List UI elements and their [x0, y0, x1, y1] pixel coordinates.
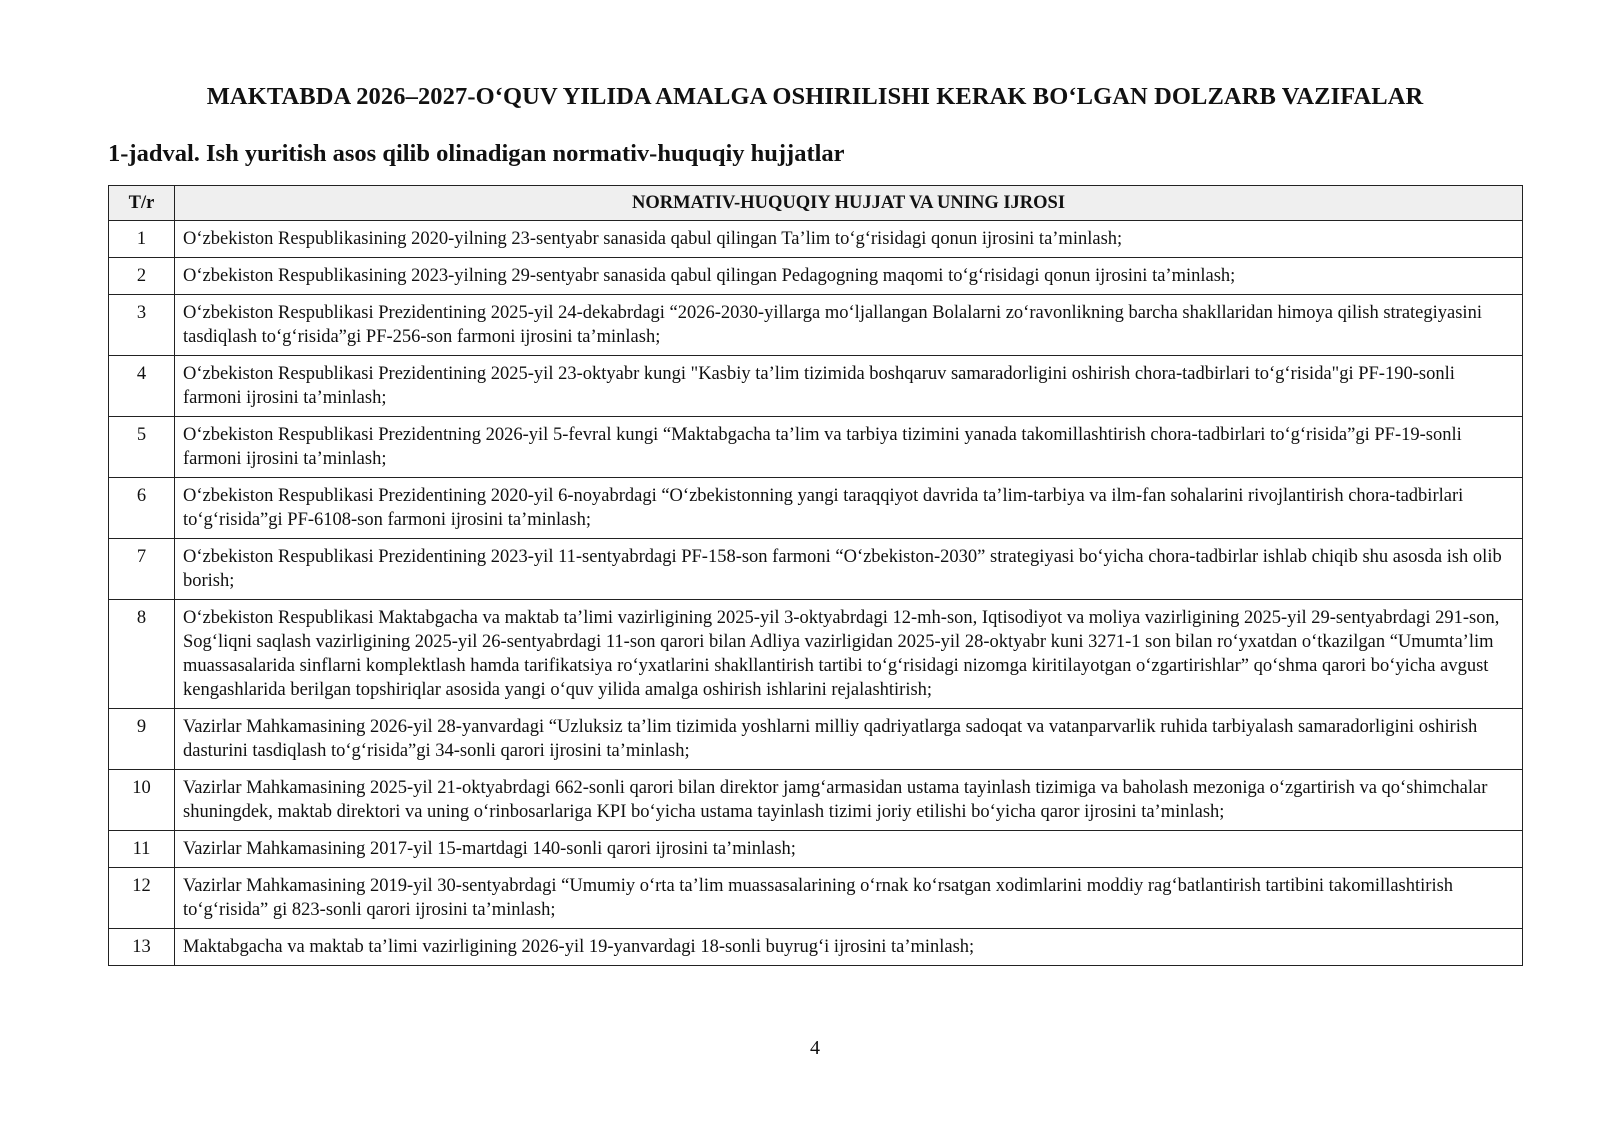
table-row [109, 868, 1523, 929]
table-row [109, 709, 1523, 770]
row-number: 11 [109, 831, 175, 868]
row-document-text: O‘zbekiston Respublikasi Prezidentining 2023-yil 11-sentyabrdagi PF-158-son farmoni “O‘zbekiston-2030” strategiyasi bo‘yicha chora-tadbirlar ishlab chiqib shu asosda ish olib borish; [175, 539, 1523, 600]
table-row [109, 356, 1523, 417]
row-number: 4 [109, 356, 175, 417]
normative-documents-table [108, 185, 1523, 966]
row-document-text: O‘zbekiston Respublikasi Maktabgacha va maktab ta’limi vazirligining 2025-yil 3-oktyabrdagi 12-mh-son, Iqtisodiyot va moliya vazirligining 2025-yil 29-sentyabrdagi 291-son, Sog‘liqni saqlash vazirligining 2025-yil 26-sentyabrdagi 11-son qarori bilan Adliya vazirligidan 2025-yil 28-oktyabr kuni 3271-1 son bilan ro‘yxatdan o‘tkazilgan “Umumta’lim muassasalarida sinflarni komplektlash hamda tarifikatsiya ro‘yxatlarini shakllantirish tartibi to‘g‘risidagi nizomga kiritilayotgan o‘zgartirishlar” qo‘shma qarori bo‘yicha avgust kengashlarida berilgan topshiriqlar asosida yangi o‘quv yilida amalga oshirish ishlarini rejalashtirish; [175, 600, 1523, 709]
table-header-row [109, 186, 1523, 221]
table-row [109, 539, 1523, 600]
row-document-text: O‘zbekiston Respublikasi Prezidentining 2025-yil 23-oktyabr kungi "Kasbiy ta’lim tizimida boshqaruv samaradorligini oshirish chora-tadbirlari to‘g‘risida"gi PF-190-sonli farmoni ijrosini ta’minlash; [175, 356, 1523, 417]
row-number: 12 [109, 868, 175, 929]
row-document-text: Vazirlar Mahkamasining 2025-yil 21-oktyabrdagi 662-sonli qarori bilan direktor jamg‘armasidan ustama tayinlash tizimiga va baholash mezoniga o‘zgartirish va qo‘shimchalar shuningdek, maktab direktori va uning o‘rinbosarlariga KPI bo‘yicha ustama tayinlash tizimi joriy etilishi bo‘yicha qaror ijrosini ta’minlash; [175, 770, 1523, 831]
row-document-text: Vazirlar Mahkamasining 2017-yil 15-martdagi 140-sonli qarori ijrosini ta’minlash; [175, 831, 1523, 868]
row-document-text: O‘zbekiston Respublikasining 2023-yilning 29-sentyabr sanasida qabul qilingan Pedagogning maqomi to‘g‘risidagi qonun ijrosini ta’minlash; [175, 258, 1523, 295]
row-document-text: O‘zbekiston Respublikasi Prezidentining 2025-yil 24-dekabrdagi “2026-2030-yillarga mo‘ljallangan Bolalarni zo‘ravonlikning barcha shakllaridan himoya qilish strategiyasini tasdiqlash to‘g‘risida”gi PF-256-son farmoni ijrosini ta’minlash; [175, 295, 1523, 356]
row-document-text: O‘zbekiston Respublikasi Prezidentining 2020-yil 6-noyabrdagi “O‘zbekistonning yangi taraqqiyot davrida ta’lim-tarbiya va ilm-fan sohalarini rivojlantirish chora-tadbirlari to‘g‘risida”gi PF-6108-son farmoni ijrosini ta’minlash; [175, 478, 1523, 539]
table-row [109, 221, 1523, 258]
row-document-text: O‘zbekiston Respublikasi Prezidentning 2026-yil 5-fevral kungi “Maktabgacha ta’lim va tarbiya tizimini yanada takomillashtirish chora-tadbirlari to‘g‘risida”gi PF-19-sonli farmoni ijrosini ta’minlash; [175, 417, 1523, 478]
row-number: 13 [109, 929, 175, 966]
row-number: 3 [109, 295, 175, 356]
row-number: 6 [109, 478, 175, 539]
table-row [109, 417, 1523, 478]
row-document-text: Vazirlar Mahkamasining 2019-yil 30-sentyabrdagi “Umumiy o‘rta ta’lim muassasalarining o‘rnak ko‘rsatgan xodimlarini moddiy rag‘batlantirish tartibini takomillashtirish to‘g‘risida” gi 823-sonli qarori ijrosini ta’minlash; [175, 868, 1523, 929]
table-row [109, 831, 1523, 868]
row-document-text: Maktabgacha va maktab ta’limi vazirligining 2026-yil 19-yanvardagi 18-sonli buyrug‘i ijrosini ta’minlash; [175, 929, 1523, 966]
row-document-text: Vazirlar Mahkamasining 2026-yil 28-yanvardagi “Uzluksiz ta’lim tizimida yoshlarni milliy qadriyatlarga sadoqat va vatanparvarlik ruhida tarbiyalash samaradorligini oshirish dasturini tasdiqlash to‘g‘risida”gi 34-sonli qarori ijrosini ta’minlash; [175, 709, 1523, 770]
row-number: 9 [109, 709, 175, 770]
row-number: 1 [109, 221, 175, 258]
row-document-text: O‘zbekiston Respublikasining 2020-yilning 23-sentyabr sanasida qabul qilingan Ta’lim to‘g‘risidagi qonun ijrosini ta’minlash; [175, 221, 1523, 258]
page-number: 4 [810, 1037, 820, 1059]
row-number: 7 [109, 539, 175, 600]
row-number: 2 [109, 258, 175, 295]
table-row [109, 478, 1523, 539]
table-row [109, 770, 1523, 831]
table-row [109, 929, 1523, 966]
table-row [109, 258, 1523, 295]
column-header-document: NORMATIV-HUQUQIY HUJJAT VA UNING IJROSI [175, 186, 1523, 221]
document-title: MAKTABDA 2026–2027-O‘QUV YILIDA AMALGA OSHIRILISHI KERAK BO‘LGAN DOLZARB VAZIFALAR [206, 83, 1424, 110]
row-number: 5 [109, 417, 175, 478]
table-caption: 1-jadval. Ish yuritish asos qilib olinadigan normativ-huquqiy hujjatlar [108, 140, 845, 167]
column-header-number: T/r [109, 186, 175, 221]
table-row [109, 295, 1523, 356]
row-number: 10 [109, 770, 175, 831]
row-number: 8 [109, 600, 175, 709]
table-row [109, 600, 1523, 709]
